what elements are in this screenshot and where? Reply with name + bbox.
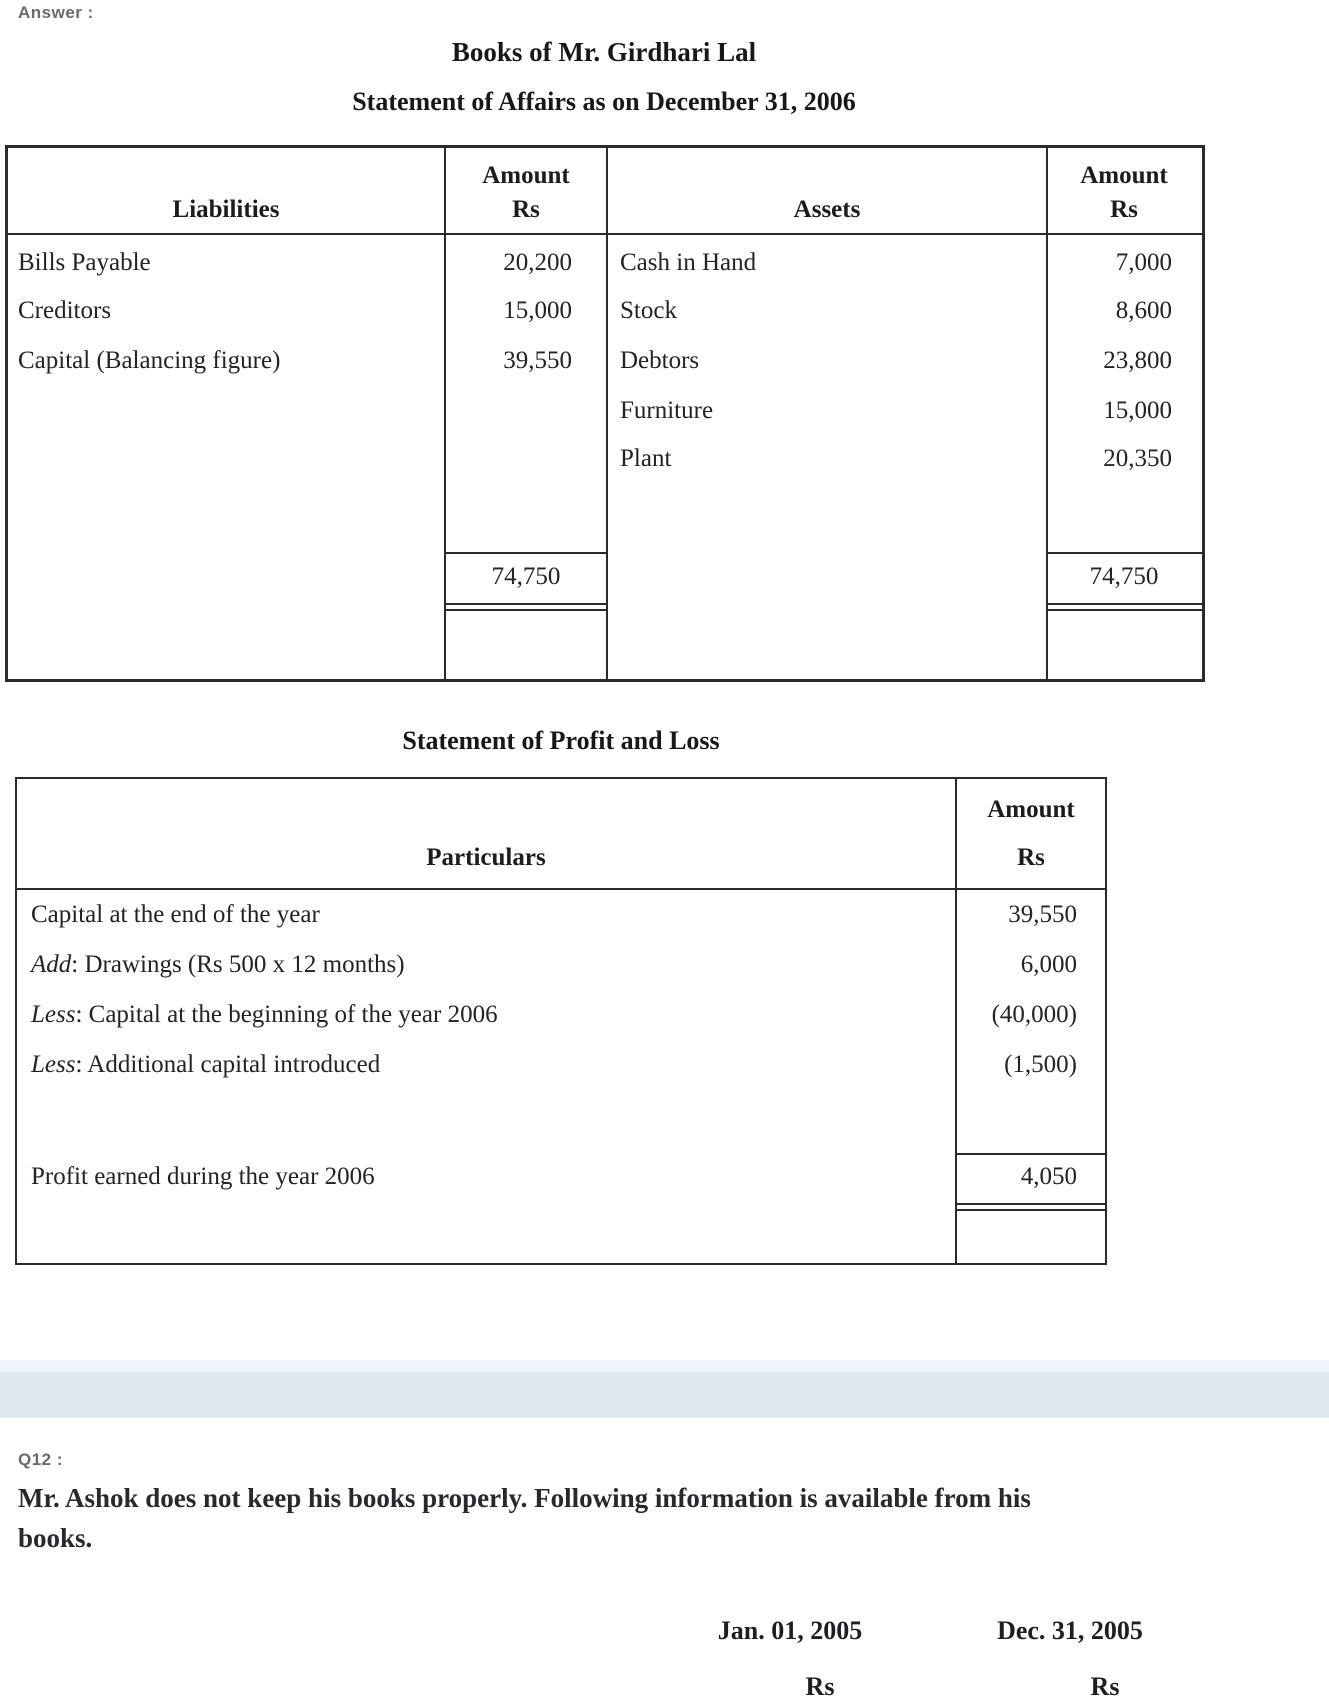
assets-header: Assets [793,196,861,223]
question-text-line2: books. [18,1523,93,1553]
pnl-row-label [31,1050,380,1080]
header-underline [17,888,1105,890]
asset-amount: 23,800 [1103,347,1172,374]
profit-amount: 4,050 [1020,1163,1077,1190]
pnl-row-amount: (40,000) [991,1001,1077,1028]
table-column-line [444,148,446,679]
liability-label: Capital (Balancing figure) [18,347,281,374]
assets-total: 74,750 [1089,563,1159,590]
amount-header: Amount [987,796,1075,823]
asset-label: Debtors [620,347,700,374]
rs-subheader-left: Rs [805,1672,835,1701]
profit-loss-title: Statement of Profit and Loss [402,726,720,755]
liability-amount: 15,000 [503,297,572,324]
liability-amount: 39,550 [503,347,572,374]
header-underline [8,233,1202,235]
pnl-row-amount: 6,000 [1020,951,1077,978]
liability-label: Creditors [18,297,112,324]
double-rule [444,603,608,605]
asset-amount: 20,350 [1103,445,1172,472]
question-number-label: Q12 : [18,1450,64,1469]
total-rule [444,552,608,554]
pnl-row-label [31,950,405,980]
row-prefix: Less [31,1051,76,1078]
question-text-line1: Mr. Ashok does not keep his books properly. Following information is available from his [18,1483,1031,1513]
row-prefix: Add [31,951,72,978]
row-text: : Drawings (Rs 500 x 12 months) [71,951,405,978]
row-text: : Additional capital introduced [75,1051,381,1078]
rs-header: Rs [1017,844,1045,871]
statement-of-affairs-title: Statement of Affairs as on December 31, 2006 [352,87,856,116]
rs-left-header: Rs [512,196,540,223]
statement-of-affairs-table [5,145,1205,682]
profit-label: Profit earned during the year 2006 [31,1163,375,1190]
date-column-header-jan: Jan. 01, 2005 [717,1616,863,1645]
asset-amount: 15,000 [1103,397,1172,424]
asset-amount: 7,000 [1115,249,1172,276]
double-rule [1046,603,1202,605]
asset-label: Stock [620,297,677,324]
liabilities-header: Liabilities [172,196,280,223]
asset-label: Plant [620,445,672,472]
asset-label: Cash in Hand [620,249,757,276]
section-divider-bar-light [0,1360,1329,1372]
pnl-row-amount: 39,550 [1008,901,1077,928]
book-title: Books of Mr. Girdhari Lal [451,37,757,67]
date-column-header-dec: Dec. 31, 2005 [997,1616,1143,1645]
section-divider-bar [0,1372,1329,1418]
total-rule [955,1153,1105,1155]
double-rule [444,609,608,611]
double-rule [1046,609,1202,611]
pnl-row-label [31,1000,498,1030]
double-rule [955,1209,1105,1211]
liabilities-total: 74,750 [491,563,561,590]
rs-right-header: Rs [1110,196,1138,223]
rs-subheader-right: Rs [1090,1672,1120,1701]
profit-loss-table [15,777,1107,1265]
row-text: : Capital at the beginning of the year 2006 [75,1001,498,1028]
row-prefix: Less [31,1001,76,1028]
pnl-row-amount: (1,500) [1004,1051,1077,1078]
row-text: Capital at the end of the year [31,901,320,928]
answer-label: Answer : [18,3,94,22]
asset-label: Furniture [620,397,714,424]
particulars-header: Particulars [426,844,546,871]
liability-label: Bills Payable [18,249,151,276]
amount-left-header: Amount [482,162,570,189]
pnl-row-label [31,900,320,930]
liability-amount: 20,200 [503,249,572,276]
amount-right-header: Amount [1080,162,1168,189]
total-rule [1046,552,1202,554]
asset-amount: 8,600 [1115,297,1172,324]
double-rule [955,1203,1105,1205]
table-column-line [606,148,608,679]
